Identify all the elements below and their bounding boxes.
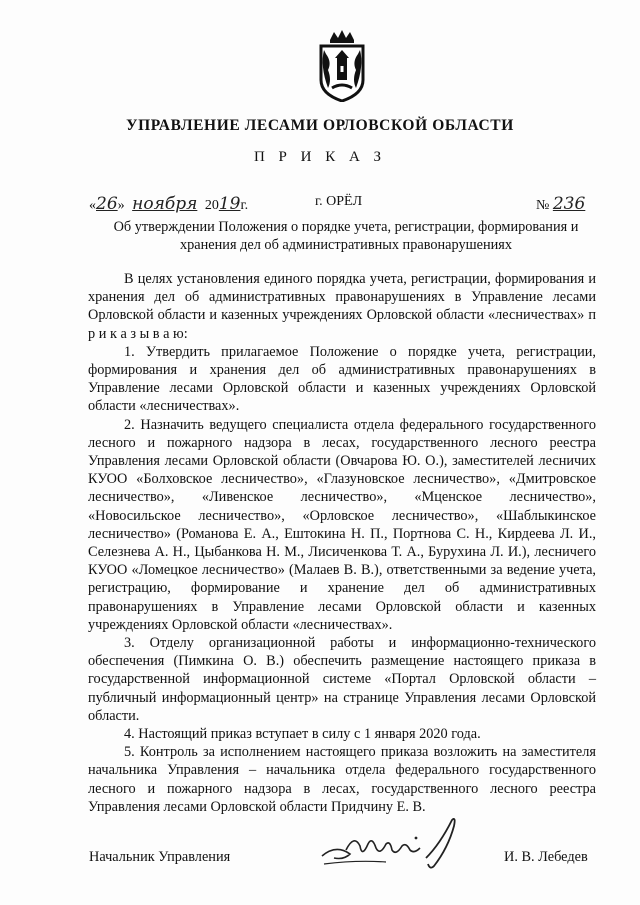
date-open-quote: « [89,198,96,213]
organization-name: УПРАВЛЕНИЕ ЛЕСАМИ ОРЛОВСКОЙ ОБЛАСТИ [126,117,514,134]
date-year: 19 [218,194,241,214]
date-year-prefix: 20 [204,198,219,213]
order-number [536,194,585,214]
signatory-name: И. В. Лебедев [504,849,588,865]
order-subject: Об утверждении Положения о порядке учета, регистрации, формирования и хранения дел об административных правонарушениях [113,219,579,253]
item-1-paragraph: 1. Утвердить прилагаемое Положение о порядке учета, регистрации, формирования и хранения дел об административных правонарушениях в Управление лесами Орловской области и казенных учреждениях Орловской области «лесничествах». [88,343,596,415]
number-value: 236 [552,194,586,214]
date-suffix: г. [240,198,249,213]
handwritten-signature [316,814,466,874]
date-month: ноября [132,194,198,214]
preamble-paragraph: В целях установления единого порядка учета, регистрации, формирования и хранения дел об административных правонарушениях в Управление лесами Орловской области и казенных учреждениях Орловской области «лесничествах» п р и к а з ы в а ю: [88,271,596,342]
item-2-paragraph: 2. Назначить ведущего специалиста отдела федерального государственного лесного и пожарного надзора в лесах, государственного лесного реестра Управления лесами Орловской области (Овчарова Ю. О.), заместителей лесничих КУОО «Болховское лесничество», «Глазуновское лесничество», «Дмитровское лесничество», «Ливенское лесничество», «Мценское лесничество», «Новосильское лесничество», «Орловское лесничество», «Шаблыкинское лесничество» (Романова Е. А., Ештокина Н. П., Портнова С. Н., Кирдеева Л. И., Селезнева А. Н., Цыбанкова Н. М., Лисиченкова Т. А., Бурухина Л. И.), лесничего КУОО «Ломецкое лесничество» (Малаев В. В.), ответственными за ведение учета, регистрацию, формирование и хранение дел об административных правонарушениях в Управление лесами Орловской области и казенных учреждениях Орловской области «лесничествах». [88,416,596,633]
item-4-paragraph: 4. Настоящий приказ вступает в силу с 1 января 2020 года. [124,726,481,743]
signatory-title: Начальник Управления [89,849,231,865]
item-3-paragraph: 3. Отделу организационной работы и информационно-технического обеспечения (Пимкина О. В.) обеспечить размещение настоящего приказа в государственной информационной системе «Портал Орловской области – публичный информационный центр» на странице Управления лесами Орловской области. [88,635,596,724]
number-label: № [536,198,550,213]
order-date [89,194,248,214]
order-body [88,270,596,816]
date-close-quote: » [117,198,125,213]
item-5-paragraph: 5. Контроль за исполнением настоящего приказа возложить на заместителя начальника Управления – начальника отдела федерального государственного лесного и пожарного надзора в лесах, государственного лесного реестра Управления лесами Орловской области Придчину Е. В. [88,744,596,815]
coat-of-arms-icon [318,30,366,102]
city: г. ОРЁЛ [315,194,363,209]
date-day: 26 [96,194,118,214]
document-type: П Р И К А З [253,149,387,165]
